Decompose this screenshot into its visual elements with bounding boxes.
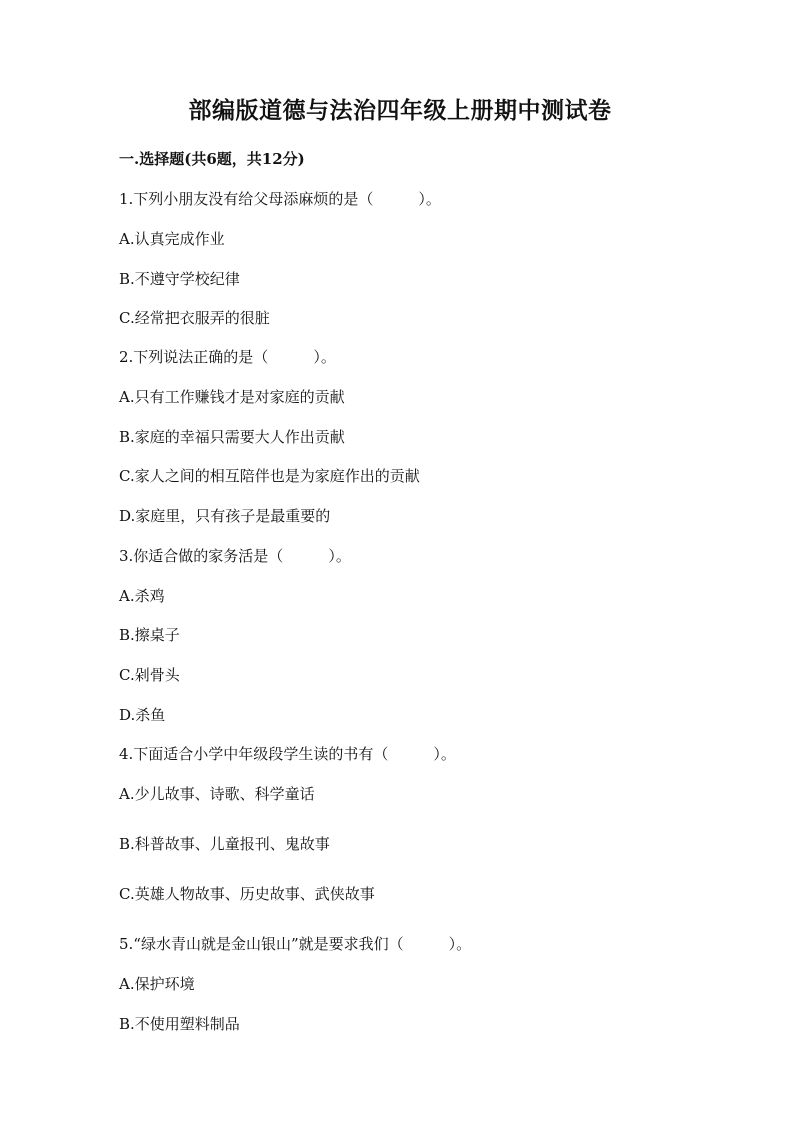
question-3-stem: 3.你适合做的家务活是（ ）。 (119, 547, 351, 565)
section-heading: 一.选择题(共6题，共12分) (119, 150, 305, 168)
question-2-option-a: A.只有工作赚钱才是对家庭的贡献 (119, 388, 345, 406)
question-3-option-c: C.剁骨头 (119, 666, 180, 684)
question-1-option-c: C.经常把衣服弄的很脏 (119, 309, 270, 327)
question-2-option-b: B.家庭的幸福只需要大人作出贡献 (119, 428, 345, 446)
question-2-option-d: D.家庭里，只有孩子是最重要的 (119, 507, 331, 525)
question-5-option-a: A.保护环境 (119, 975, 195, 993)
question-4-option-c: C.英雄人物故事、历史故事、武侠故事 (119, 885, 375, 903)
question-2-option-c: C.家人之间的相互陪伴也是为家庭作出的贡献 (119, 467, 420, 485)
question-1-option-a: A.认真完成作业 (119, 230, 225, 248)
question-5-stem: 5.“绿水青山就是金山银山”就是要求我们（ ）。 (119, 935, 472, 953)
question-4-stem: 4.下面适合小学中年级段学生读的书有（ ）。 (119, 745, 456, 763)
question-4-option-b: B.科普故事、儿童报刊、鬼故事 (119, 835, 330, 853)
question-1-stem: 1.下列小朋友没有给父母添麻烦的是（ ）。 (119, 190, 441, 208)
question-3-option-d: D.杀鱼 (119, 706, 166, 724)
question-5-option-b: B.不使用塑料制品 (119, 1015, 240, 1033)
question-4-option-a: A.少儿故事、诗歌、科学童话 (119, 785, 315, 803)
question-1-option-b: B.不遵守学校纪律 (119, 270, 240, 288)
page-title: 部编版道德与法治四年级上册期中测试卷 (188, 97, 612, 124)
question-2-stem: 2.下列说法正确的是（ ）。 (119, 348, 336, 366)
question-3-option-b: B.擦桌子 (119, 626, 180, 644)
question-3-option-a: A.杀鸡 (119, 587, 165, 605)
